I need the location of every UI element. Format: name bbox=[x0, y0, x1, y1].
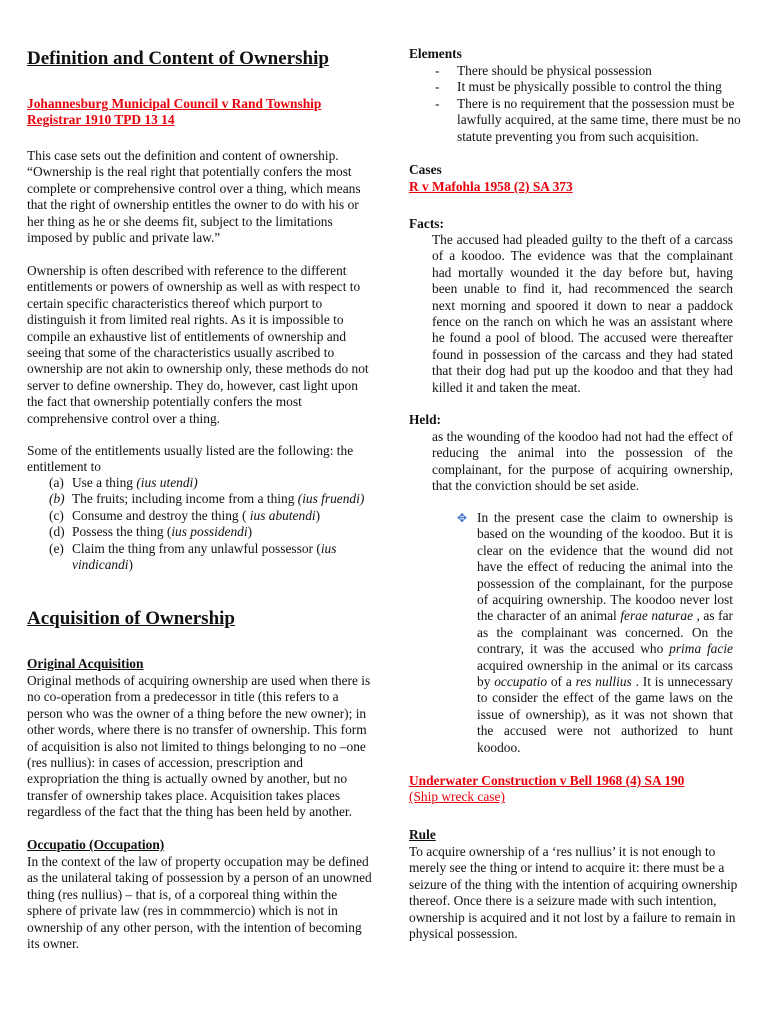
entitlements-intro: Some of the entitlements usually listed are the following: the entitlement to bbox=[27, 443, 354, 475]
ownership-definition-heading: Definition and Content of Ownership bbox=[27, 48, 329, 69]
original-acquisition-paragraph: Original methods of acquiring ownership are used when there is no co-operation from a predecessor in title (this refers to a person who was the owner of a thing before the new owner); in other words, where there is no transfer of ownership. This form of acquisition is also not limited to things belonging to no –one (res nullius): in cases of accession, prescription and expropriation the thing is actually owned by another, but no transfer of ownership takes place. Acquisition takes places regardless of the fact that the thing has been held by another. bbox=[27, 673, 371, 820]
list-item: - There should be physical possession bbox=[435, 63, 652, 78]
list-item: - There is no requirement that the possession must be lawfully acquired, at the same time, there must be no statute preventing you from such acquisition. bbox=[435, 95, 741, 144]
list-item: (b) The fruits; including income from a thing (ius fruendi) bbox=[49, 491, 365, 507]
list-item: (c) Consume and destroy the thing ( ius abutendi) bbox=[49, 507, 321, 523]
case-johannesburg-link[interactable]: Johannesburg Municipal Council v Rand Township Registrar 1910 TPD 13 14 bbox=[27, 96, 322, 128]
case-underwater-link[interactable]: Underwater Construction v Bell 1968 (4) SA 190 (Ship wreck case) bbox=[409, 773, 685, 805]
list-item: (e) Claim the thing from any unlawful possessor (ius vindicandi) bbox=[49, 540, 337, 573]
entitlements-list bbox=[27, 475, 373, 573]
court-reasoning-paragraph: In the present case the claim to ownership is based on the wounding of the koodoo. But it is clear on the evidence that the wound did not have the effect of reducing the animal into the possession of the complainant, for the purpose of acquiring ownership. The koodoo never lost the character of an animal ferae naturae , as far as the complainant was concerned. On the contrary, it was the accused who prima facie acquired ownership in the animal or its carcass by occupatio of a res nullius . It is unnecessary to consider the effect of the game laws on the issue of ownership), as it was not shown that the accused were not authorized to hunt koodoo. bbox=[477, 510, 733, 755]
held-paragraph: as the wounding of the koodoo had not had the effect of reducing the animal into the possession of the complainant, for the purpose of acquiring ownership, that the conviction should be set aside. bbox=[432, 429, 733, 494]
occupatio-subheading: Occupatio (Occupation) bbox=[27, 837, 165, 852]
bullet-icon: ✥ bbox=[457, 511, 468, 525]
list-item: (d) Possess the thing (ius possidendi) bbox=[49, 524, 253, 540]
rule-paragraph: To acquire ownership of a ‘res nullius’ it is not enough to merely see the thing or intend to acquire it: there must be a seizure of the thing with the intention of acquiring ownership thereof. Once there is a seizure made with such intention, ownership is acquired and it not lost by a failure to remain in physical possession. bbox=[409, 844, 738, 942]
facts-label: Facts: bbox=[409, 216, 444, 231]
original-acquisition-subheading: Original Acquisition bbox=[27, 656, 144, 671]
acquisition-heading: Acquisition of Ownership bbox=[27, 608, 235, 629]
held-label: Held: bbox=[409, 412, 441, 427]
cases-label: Cases bbox=[409, 162, 442, 177]
elements-list bbox=[409, 63, 749, 145]
entitlements-paragraph: Ownership is often described with reference to the different entitlements or powers of ownership as well as with respect to certain specific characteristics thereof which purport to distinguish it from limited real rights. As it is impossible to compile an exhaustive list of entitlements of ownership and seeing that some of the characteristics usually ascribed to ownership are not akin to ownership only, these methods do not server to define ownership. They do, however, cast light upon the fact that ownership potentially confers the most comprehensive control over a thing. bbox=[27, 263, 369, 426]
case-mafohla-link[interactable]: R v Mafohla 1958 (2) SA 373 bbox=[409, 179, 573, 194]
rule-label: Rule bbox=[409, 827, 436, 842]
list-item: - It must be physically possible to control the thing bbox=[435, 79, 722, 95]
definition-paragraph: This case sets out the definition and content of ownership. “Ownership is the real right that potentially confers the most complete or comprehensive control over a thing, which means that the right of ownership entitles the owner to do with his or her thing as he or she deems fit, subject to the limitations imposed by public and private law.” bbox=[27, 148, 361, 246]
elements-label: Elements bbox=[409, 46, 462, 61]
occupatio-paragraph: In the context of the law of property occupation may be defined as the unilateral taking of possession by a person of an unowned thing (res nullius) – that is, of a corporeal thing within the sphere of private law (res in commmercio) which is not in ownership of any other person, with the intention of becoming its owner. bbox=[27, 854, 372, 952]
list-item: (a) Use a thing (ius utendi) bbox=[49, 475, 198, 490]
facts-paragraph: The accused had pleaded guilty to the theft of a carcass of a koodoo. The evidence was that the complainant had mortally wounded it the day before but, having been unable to find it, had recommenced the search next morning and spoored it down to near a paddock fence on the ranch on which he was an assistant where he found a pool of blood. The accused were thereafter found in possession of the carcass and they had stated that their dog had put up the koodoo and that they had killed it and taken the meat. bbox=[432, 232, 733, 395]
